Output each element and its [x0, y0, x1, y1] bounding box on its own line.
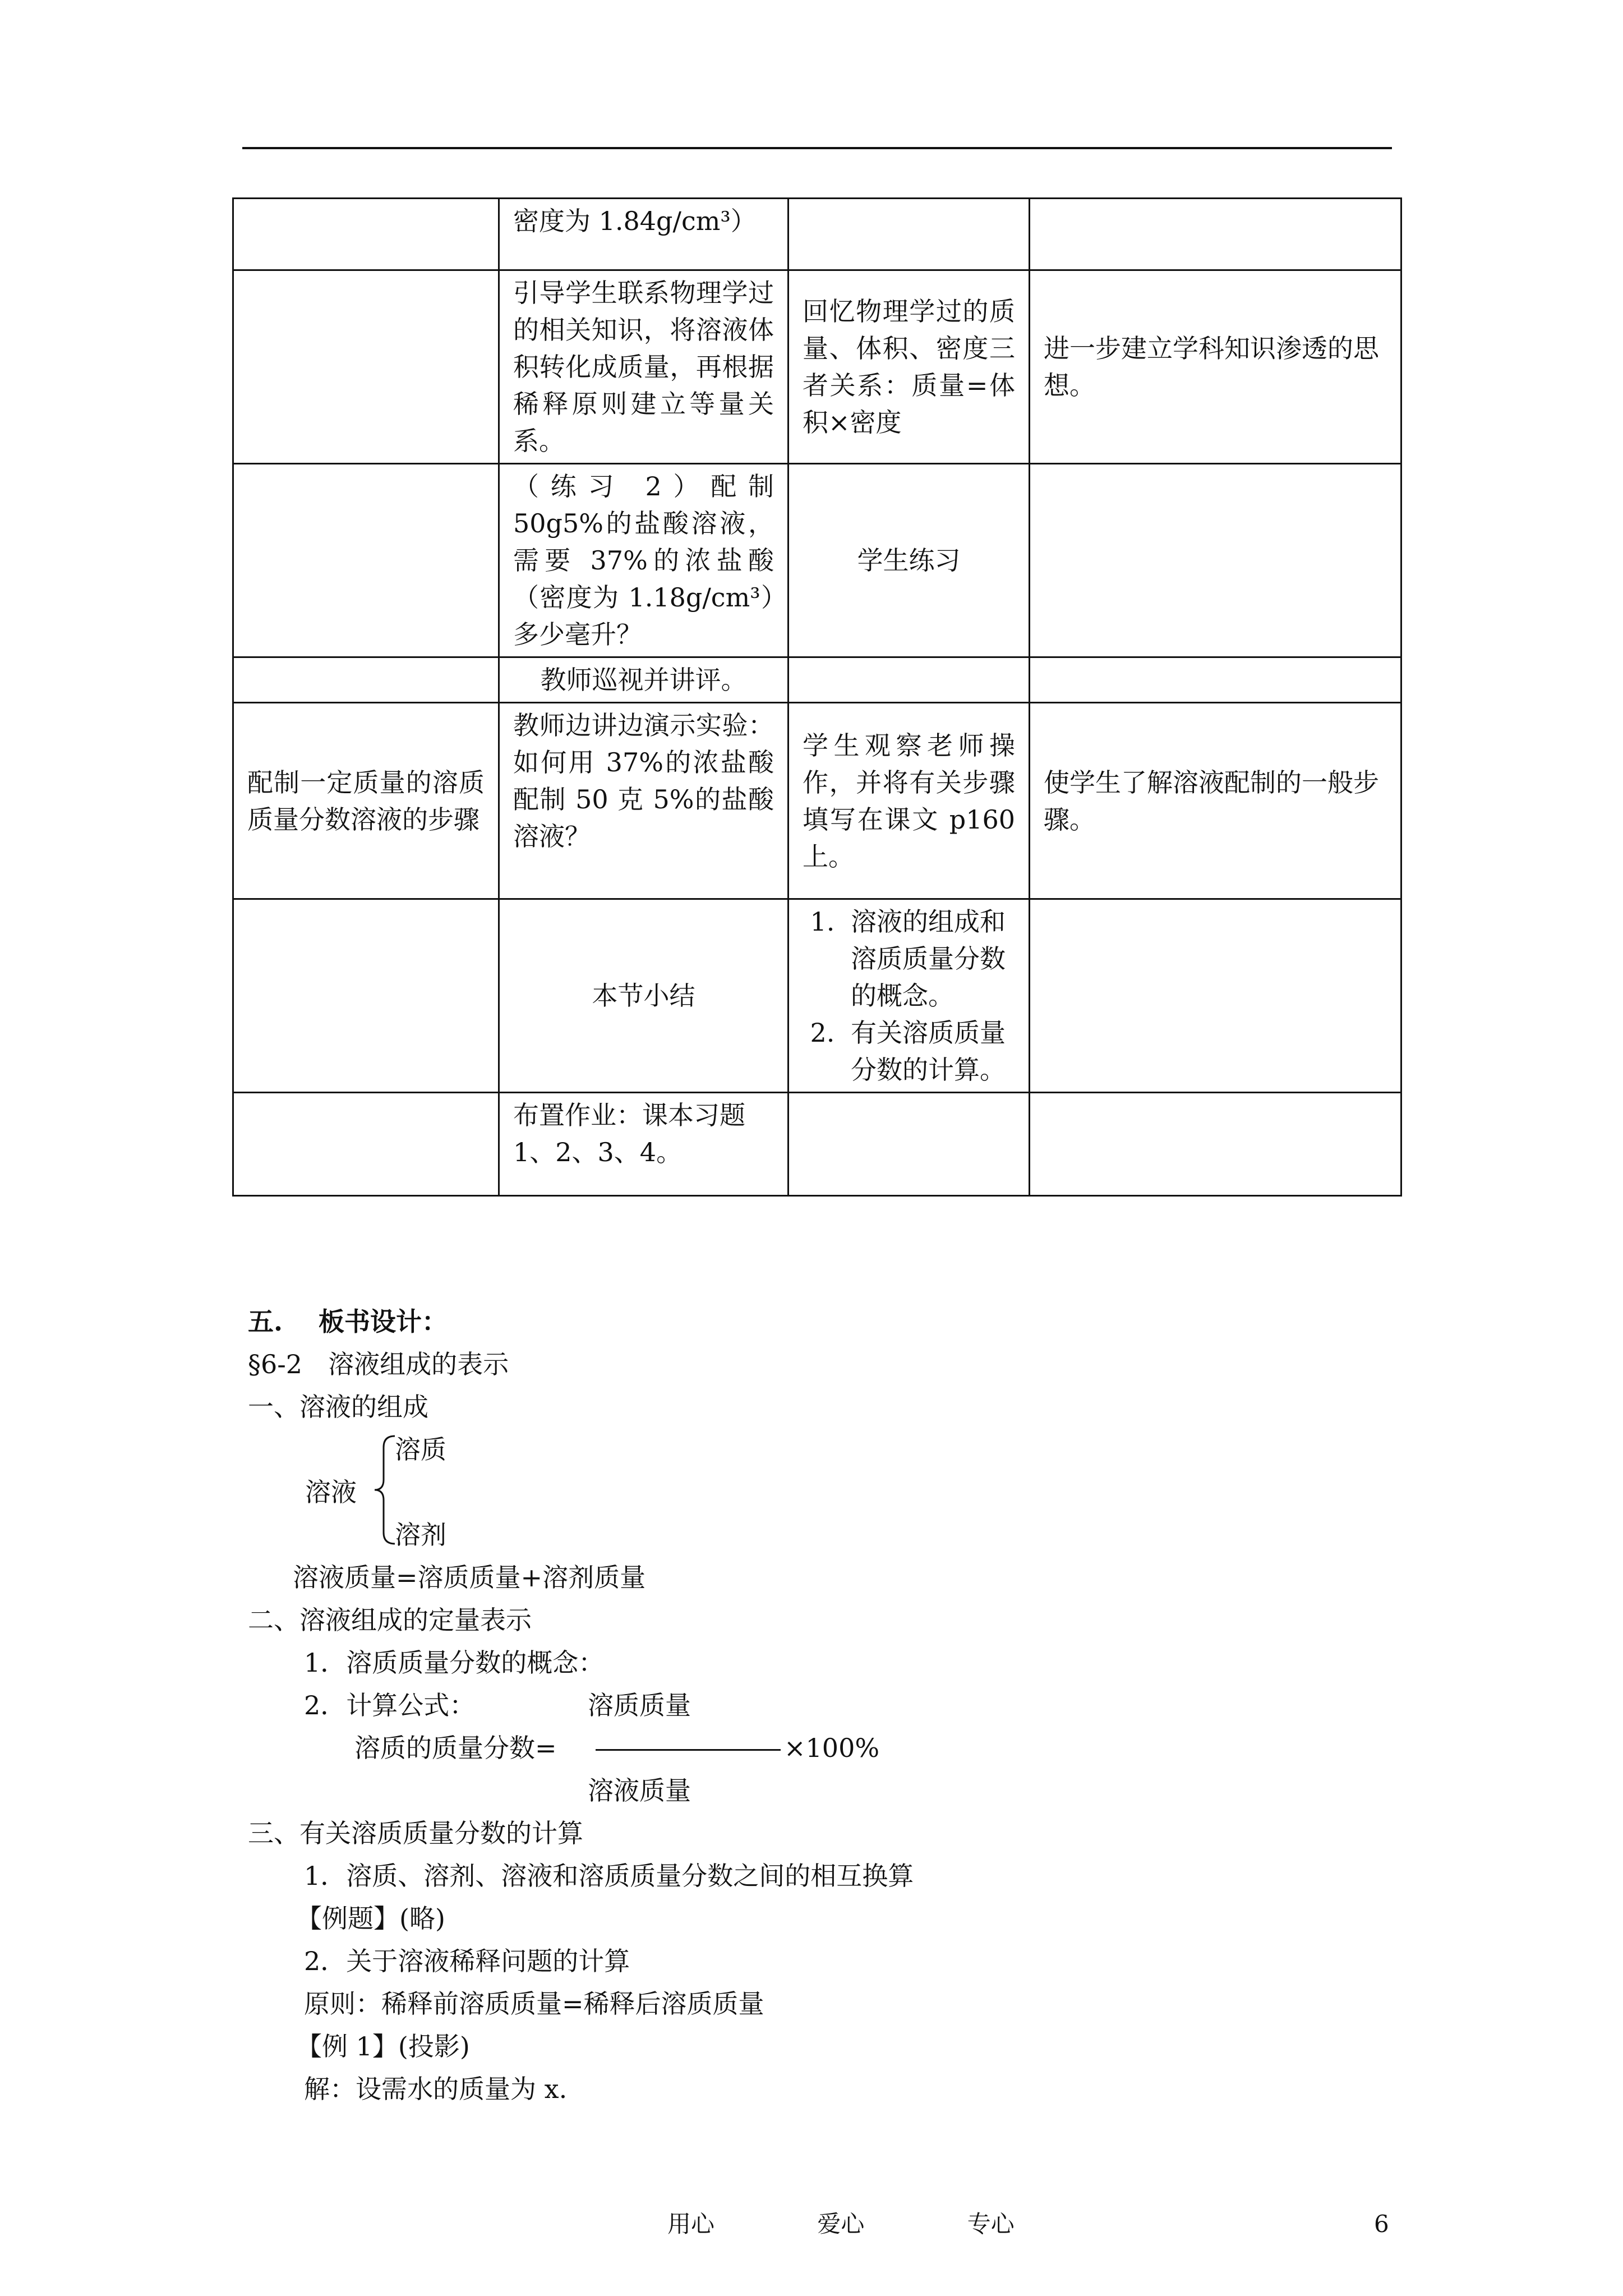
table-cell: 布置作业：课本习题 1、2、3、4。	[499, 1093, 789, 1196]
motto-word: 用心	[667, 2210, 715, 2238]
table-cell: 教师巡视并讲评。	[499, 657, 789, 703]
part-2-title: 二、溶液组成的定量表示	[248, 1605, 532, 1635]
table-cell: 使学生了解溶液配制的一般步骤。	[1030, 703, 1401, 899]
table-cell	[1030, 1093, 1401, 1196]
motto-word: 专心	[967, 2210, 1015, 2238]
item-conversion: 1．溶质、溶剂、溶液和溶质质量分数之间的相互换算	[304, 1861, 914, 1891]
dilution-principle: 原则：稀释前溶质质量=稀释后溶质质量	[304, 1989, 764, 2019]
curly-brace-icon	[372, 1434, 397, 1546]
item-concept: 1．溶质质量分数的概念：	[304, 1648, 605, 1678]
table-row	[233, 899, 1401, 1093]
solution-step: 解：设需水的质量为 x.	[304, 2074, 568, 2104]
part-1-title: 一、溶液的组成	[248, 1392, 428, 1422]
fraction-bar	[596, 1749, 781, 1751]
solute-label: 溶质	[395, 1434, 446, 1465]
lesson-table	[232, 197, 1402, 1197]
table-cell	[789, 1093, 1030, 1196]
part-3-title: 三、有关溶质质量分数的计算	[248, 1818, 583, 1848]
table-cell: 学生观察老师操作，并将有关步骤填写在课文 p160 上。	[789, 703, 1030, 899]
table-cell: 回忆物理学过的质量、体积、密度三者关系：质量=体积×密度	[789, 270, 1030, 464]
page-number: 6	[1374, 2210, 1389, 2238]
solution-label: 溶液	[305, 1477, 357, 1507]
motto-word: 爱心	[817, 2210, 865, 2238]
section-title: §6-2 溶液组成的表示	[248, 1349, 509, 1379]
formula-times: ×100%	[784, 1733, 880, 1763]
mass-equation: 溶液质量=溶质质量+溶剂质量	[293, 1562, 646, 1593]
composition-brace	[248, 1428, 1370, 1556]
list-item: 2. 有关溶质质量分数的计算。	[843, 1014, 1015, 1088]
mass-fraction-formula	[248, 1684, 1370, 1812]
table-row	[233, 464, 1401, 657]
board-heading-text: 板书设计：	[319, 1306, 448, 1337]
table-cell	[789, 199, 1030, 270]
table-cell	[1030, 464, 1401, 657]
summary-list	[803, 903, 1015, 1088]
table-cell	[1030, 199, 1401, 270]
table-cell: 配制一定质量的溶质质量分数溶液的步骤	[233, 703, 499, 899]
table-cell: 密度为 1.84g/cm³）	[499, 199, 789, 270]
formula-denominator: 溶液质量	[588, 1775, 691, 1806]
table-row	[233, 1093, 1401, 1196]
table-cell	[233, 464, 499, 657]
footer-motto	[667, 2207, 1065, 2241]
example-note: 【例题】(略)	[296, 1903, 445, 1934]
table-cell	[233, 899, 499, 1093]
table-cell: 引导学生联系物理学过的相关知识，将溶液体积转化成质量，再根据稀释原则建立等量关系。	[499, 270, 789, 464]
item-formula-label: 2．计算公式：	[304, 1690, 476, 1720]
formula-lhs: 溶质的质量分数=	[354, 1733, 557, 1763]
table-row	[233, 703, 1401, 899]
table-cell: 进一步建立学科知识渗透的思想。	[1030, 270, 1401, 464]
board-heading-number: 五.	[248, 1306, 283, 1337]
table-cell	[1030, 657, 1401, 703]
table-cell	[1030, 899, 1401, 1093]
board-design	[248, 1300, 1370, 2110]
table-cell: （练习 2）配制 50g5%的盐酸溶液，需要 37%的浓盐酸（密度为 1.18g/cm³）多少毫升？	[499, 464, 789, 657]
table-cell	[233, 270, 499, 464]
table-cell	[789, 657, 1030, 703]
table-cell	[233, 1093, 499, 1196]
header-rule	[242, 147, 1392, 149]
table-cell: 本节小结	[499, 899, 789, 1093]
list-item: 1. 溶液的组成和溶质质量分数的概念。	[843, 903, 1015, 1014]
item-dilution: 2．关于溶液稀释问题的计算	[304, 1946, 630, 1976]
solvent-label: 溶剂	[395, 1520, 446, 1550]
table-cell	[789, 899, 1030, 1093]
board-heading	[248, 1300, 1370, 1343]
table-row	[233, 657, 1401, 703]
table-cell	[233, 199, 499, 270]
table-row	[233, 270, 1401, 464]
table-cell: 教师边讲边演示实验：如何用 37%的浓盐酸配制 50 克 5%的盐酸溶液？	[499, 703, 789, 899]
table-cell	[233, 657, 499, 703]
table-cell: 学生练习	[789, 464, 1030, 657]
table-row	[233, 199, 1401, 270]
formula-numerator: 溶质质量	[588, 1690, 691, 1720]
example-1: 【例 1】(投影)	[296, 2031, 470, 2062]
